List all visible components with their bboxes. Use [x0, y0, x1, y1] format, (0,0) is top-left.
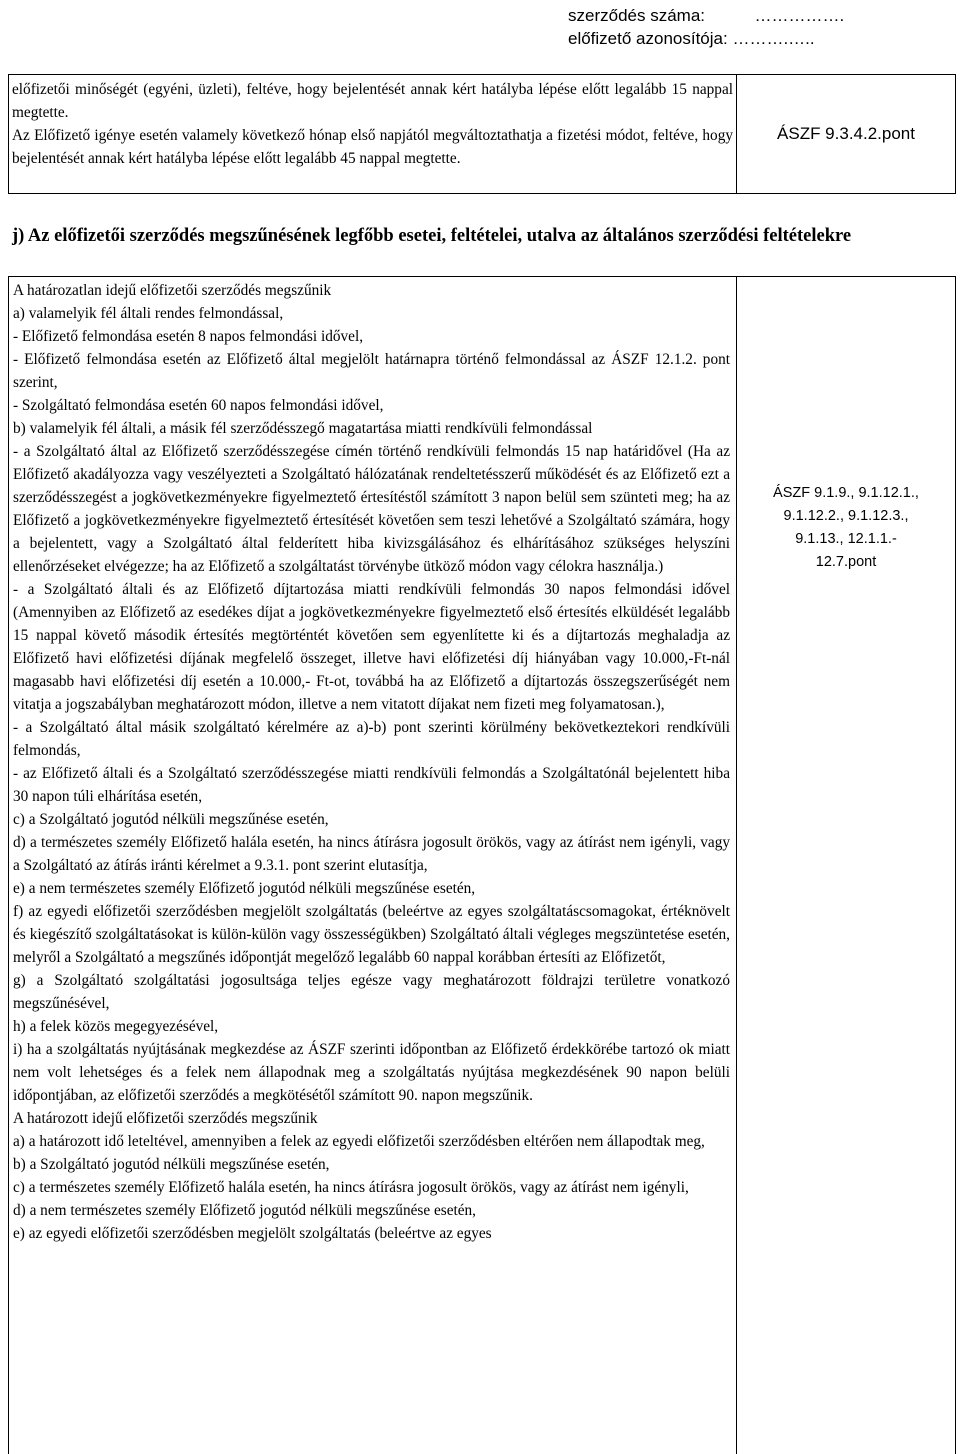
paragraph: i) ha a szolgáltatás nyújtásának megkezdése az ÁSZF szerinti időpontban az Előfizető érdekkörébe tartozó ok miatt nem volt lehetséges és a felek nem állapodnak meg a szolgáltatás nyújtása megkezdésének 90 napon belüli időpontjában, az előfizetői szerződés a megkötésétől számított 90. napon megszűnik.	[13, 1041, 730, 1104]
paragraph: d) a természetes személy Előfizető halála esetén, ha nincs átírásra jogosult örökös, vagy az átírást nem igényli, vagy a Szolgáltató az átírás iránti kérelmet a 9.3.1. pont szerint elutasítja,	[13, 834, 730, 874]
paragraph: - a Szolgáltató által az Előfizető szerződésszegése címén történő rendkívüli felmondás 15 nap határidővel (Ha az Előfizető akadályozza vagy veszélyezteti a Szolgáltató hálózatának rendeltetésszerű működését és az Előfizető ezt a szerződésszegést a jogkövetkezményekre figyelmeztető értesítéstől számított 3 napon belül sem szünteti meg; ha az Előfizető a jogkövetkezményekre figyelmeztető értesítését követően sem teszi lehetővé a Szolgáltató számára, hogy a bejelentett, vagy a Szolgáltató által felderített hiba kivizsgálásához és elhárításához szükséges helyszíni ellenőrzéseket elvégezze; ha az Előfizető a szolgáltatást törvénybe ütköző módon vagy célokra használja.)	[13, 443, 730, 575]
paragraph: - Előfizető felmondása esetén az Előfizető által megjelölt határnapra történő felmondással az ÁSZF 12.1.2. pont szerint,	[13, 351, 730, 391]
paragraph: b) a Szolgáltató jogutód nélküli megszűnése esetén,	[13, 1156, 330, 1173]
termination-table	[8, 276, 956, 1454]
contract-number-row	[568, 4, 844, 27]
paragraph: A határozatlan idejű előfizetői szerződés megszűnik	[13, 282, 332, 299]
aszf-reference: ÁSZF 9.3.4.2.pont	[777, 124, 915, 143]
paragraph: - a Szolgáltató általi és az Előfizető díjtartozása miatti rendkívüli felmondás 30 napos felmondási idővel (Amennyiben az Előfizető az esedékes díjat a jogkövetkezményekre figyelmeztető első értesítés elküldését legalább 15 nappal követő második értesítés megtörténtét követően sem egyenlítette ki és a díjtartozás meghaladja az Előfizető havi előfizetési díjának megfelelő összeget, illetve havi előfizetési díj hiányában vagy 10.000,-Ft-nál magasabb havi előfizetési díj esetén a 10.000,- Ft-ot, továbbá ha az Előfizető a díjtartozás összegszerűségét nem vitatja a jogszabályban meghatározott módon, illetve a nem vitatott díjakat nem fizeti meg folyamatosan.),	[13, 581, 730, 713]
reference-line: 9.1.13., 12.1.1.-	[795, 531, 897, 547]
paragraph: A határozott idejű előfizetői szerződés megszűnik	[13, 1110, 318, 1127]
payment-terms-table	[8, 74, 956, 194]
paragraph: Az Előfizető igénye esetén valamely következő hónap első napjától megváltoztathatja a fizetési módot, feltéve, hogy bejelentését annak kért hatályba lépése előtt legalább 45 nappal megtette.	[12, 127, 733, 167]
section-title: j) Az előfizetői szerződés megszűnésének legfőbb esetei, feltételei, utalva az általános szerződési feltételekre	[12, 226, 852, 246]
paragraph: - a Szolgáltató által másik szolgáltató kérelmére az a)-b) pont szerinti körülmény bekövetkeztekori rendkívüli felmondás,	[13, 719, 730, 759]
paragraph: c) a természetes személy Előfizető halála esetén, ha nincs átírásra jogosult örökös, vagy az átírást nem igényli,	[13, 1179, 689, 1196]
paragraph: - Szolgáltató felmondása esetén 60 napos felmondási idővel,	[13, 397, 384, 414]
paragraph: - az Előfizető általi és a Szolgáltató szerződésszegése miatti rendkívüli felmondás a Szolgáltatónál bejelentett hiba 30 napon túli elhárítása esetén,	[13, 765, 730, 805]
paragraph: d) a nem természetes személy Előfizető jogutód nélküli megszűnése esetén,	[13, 1202, 476, 1219]
termination-refs-cell	[737, 277, 955, 1454]
paragraph: e) a nem természetes személy Előfizető jogutód nélküli megszűnése esetén,	[13, 880, 476, 897]
paragraph: e) az egyedi előfizetői szerződésben megjelölt szolgáltatás (beleértve az egyes	[13, 1225, 492, 1242]
reference-line: ÁSZF 9.1.9., 9.1.12.1.,	[773, 485, 919, 501]
paragraph: előfizetői minőségét (egyéni, üzleti), feltéve, hogy bejelentését annak kért hatályba lépése előtt legalább 15 nappal megtette.	[12, 81, 733, 121]
paragraph: b) valamelyik fél általi, a másik fél szerződésszegő magatartása miatti rendkívüli felmondással	[13, 420, 593, 437]
paragraph: a) a határozott idő leteltével, amennyiben a felek az egyedi előfizetői szerződésben eltérően nem állapodtak meg,	[13, 1133, 705, 1150]
reference-line: 9.1.12.2., 9.1.12.3.,	[783, 508, 909, 524]
paragraph: h) a felek közös megegyezésével,	[13, 1018, 219, 1035]
paragraph: - Előfizető felmondása esetén 8 napos felmondási idővel,	[13, 328, 364, 345]
payment-terms-ref	[737, 75, 955, 193]
paragraph: c) a Szolgáltató jogutód nélküli megszűnése esetén,	[13, 811, 329, 828]
payment-terms-text	[9, 75, 737, 193]
contract-number-label: szerződés száma:	[568, 6, 705, 25]
document-header	[568, 4, 844, 50]
contract-number-value: …………….	[754, 6, 845, 25]
paragraph: g) a Szolgáltató szolgáltatási jogosultsága teljes egésze vagy meghatározott földrajzi területre vonatkozó megszűnésével,	[13, 972, 730, 1012]
termination-references	[737, 482, 955, 574]
termination-text	[9, 277, 737, 1454]
paragraph: f) az egyedi előfizetői szerződésben megjelölt szolgáltatás (beleértve az egyes szolgáltatáscsomagokat, értéknövelt és kiegészítő szolgáltatásokat is külön-külön vagy összességükben) Szolgáltató általi végleges megszüntetése esetén, melyről a Szolgáltató a megszűnés időpontját megelőző legalább 60 nappal korábban értesíti az Előfizetőt,	[13, 903, 730, 966]
subscriber-id-value: ……….…..	[732, 29, 815, 48]
subscriber-id-row	[568, 27, 844, 50]
subscriber-id-label: előfizető azonosítója:	[568, 29, 728, 48]
reference-line: 12.7.pont	[815, 554, 877, 570]
paragraph: a) valamelyik fél általi rendes felmondással,	[13, 305, 284, 322]
